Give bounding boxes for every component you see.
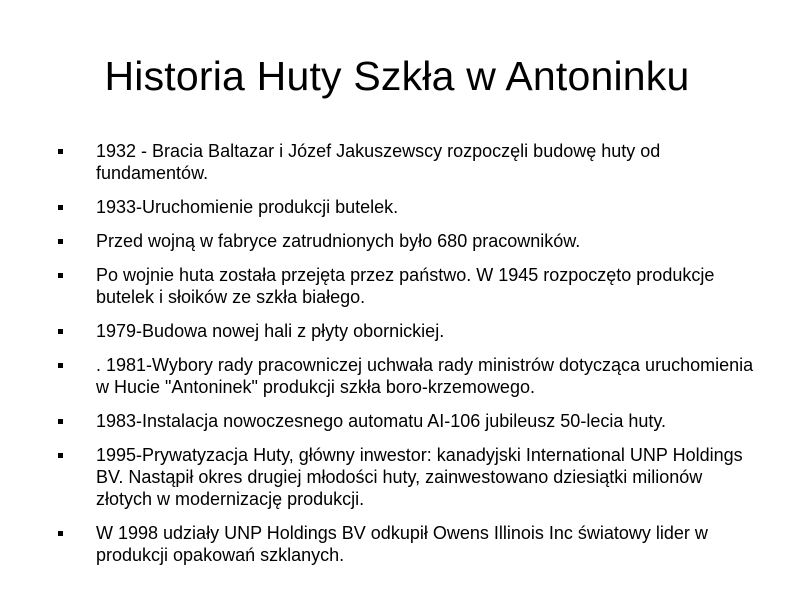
list-item xyxy=(56,320,756,342)
square-bullet-icon xyxy=(58,419,63,424)
bullet-text: . 1981-Wybory rady pracowniczej uchwała rady ministrów dotycząca uruchomienia w Hucie "Antoninek" produkcji szkła boro-krzemowego. xyxy=(96,355,754,397)
bullet-text: W 1998 udziały UNP Holdings BV odkupił Owens Illinois Inc światowy lider w produkcji opakowań szklanych. xyxy=(96,523,708,565)
square-bullet-icon xyxy=(58,453,63,458)
square-bullet-icon xyxy=(58,531,63,536)
list-item xyxy=(56,444,756,510)
bullet-text: 1979-Budowa nowej hali z płyty obornickiej. xyxy=(96,321,445,341)
slide-title: Historia Huty Szkła w Antoninku xyxy=(104,53,690,99)
bullet-list xyxy=(56,140,756,576)
list-item xyxy=(56,410,756,432)
square-bullet-icon xyxy=(58,273,63,278)
list-item xyxy=(56,264,756,308)
bullet-text: 1983-Instalacja nowoczesnego automatu AI-106 jubileusz 50-lecia huty. xyxy=(96,411,667,431)
square-bullet-icon xyxy=(58,205,63,210)
bullet-text: 1933-Uruchomienie produkcji butelek. xyxy=(96,197,399,217)
square-bullet-icon xyxy=(58,363,63,368)
square-bullet-icon xyxy=(58,239,63,244)
bullet-text: 1995-Prywatyzacja Huty, główny inwestor: kanadyjski International UNP Holdings BV. Nastąpił okres drugiej młodości huty, zainwestowano dziesiątki milionów złotych w modernizację produkcji. xyxy=(96,445,743,509)
list-item xyxy=(56,522,756,566)
list-item xyxy=(56,354,756,398)
bullet-text: Przed wojną w fabryce zatrudnionych było 680 pracowników. xyxy=(96,231,581,251)
bullet-text: 1932 - Bracia Baltazar i Józef Jakuszewscy rozpoczęli budowę huty od fundamentów. xyxy=(96,141,661,183)
bullet-text: Po wojnie huta została przejęta przez państwo. W 1945 rozpoczęto produkcje butelek i słoików ze szkła białego. xyxy=(96,265,715,307)
list-item xyxy=(56,196,756,218)
square-bullet-icon xyxy=(58,149,63,154)
square-bullet-icon xyxy=(58,329,63,334)
list-item xyxy=(56,230,756,252)
list-item xyxy=(56,140,756,184)
